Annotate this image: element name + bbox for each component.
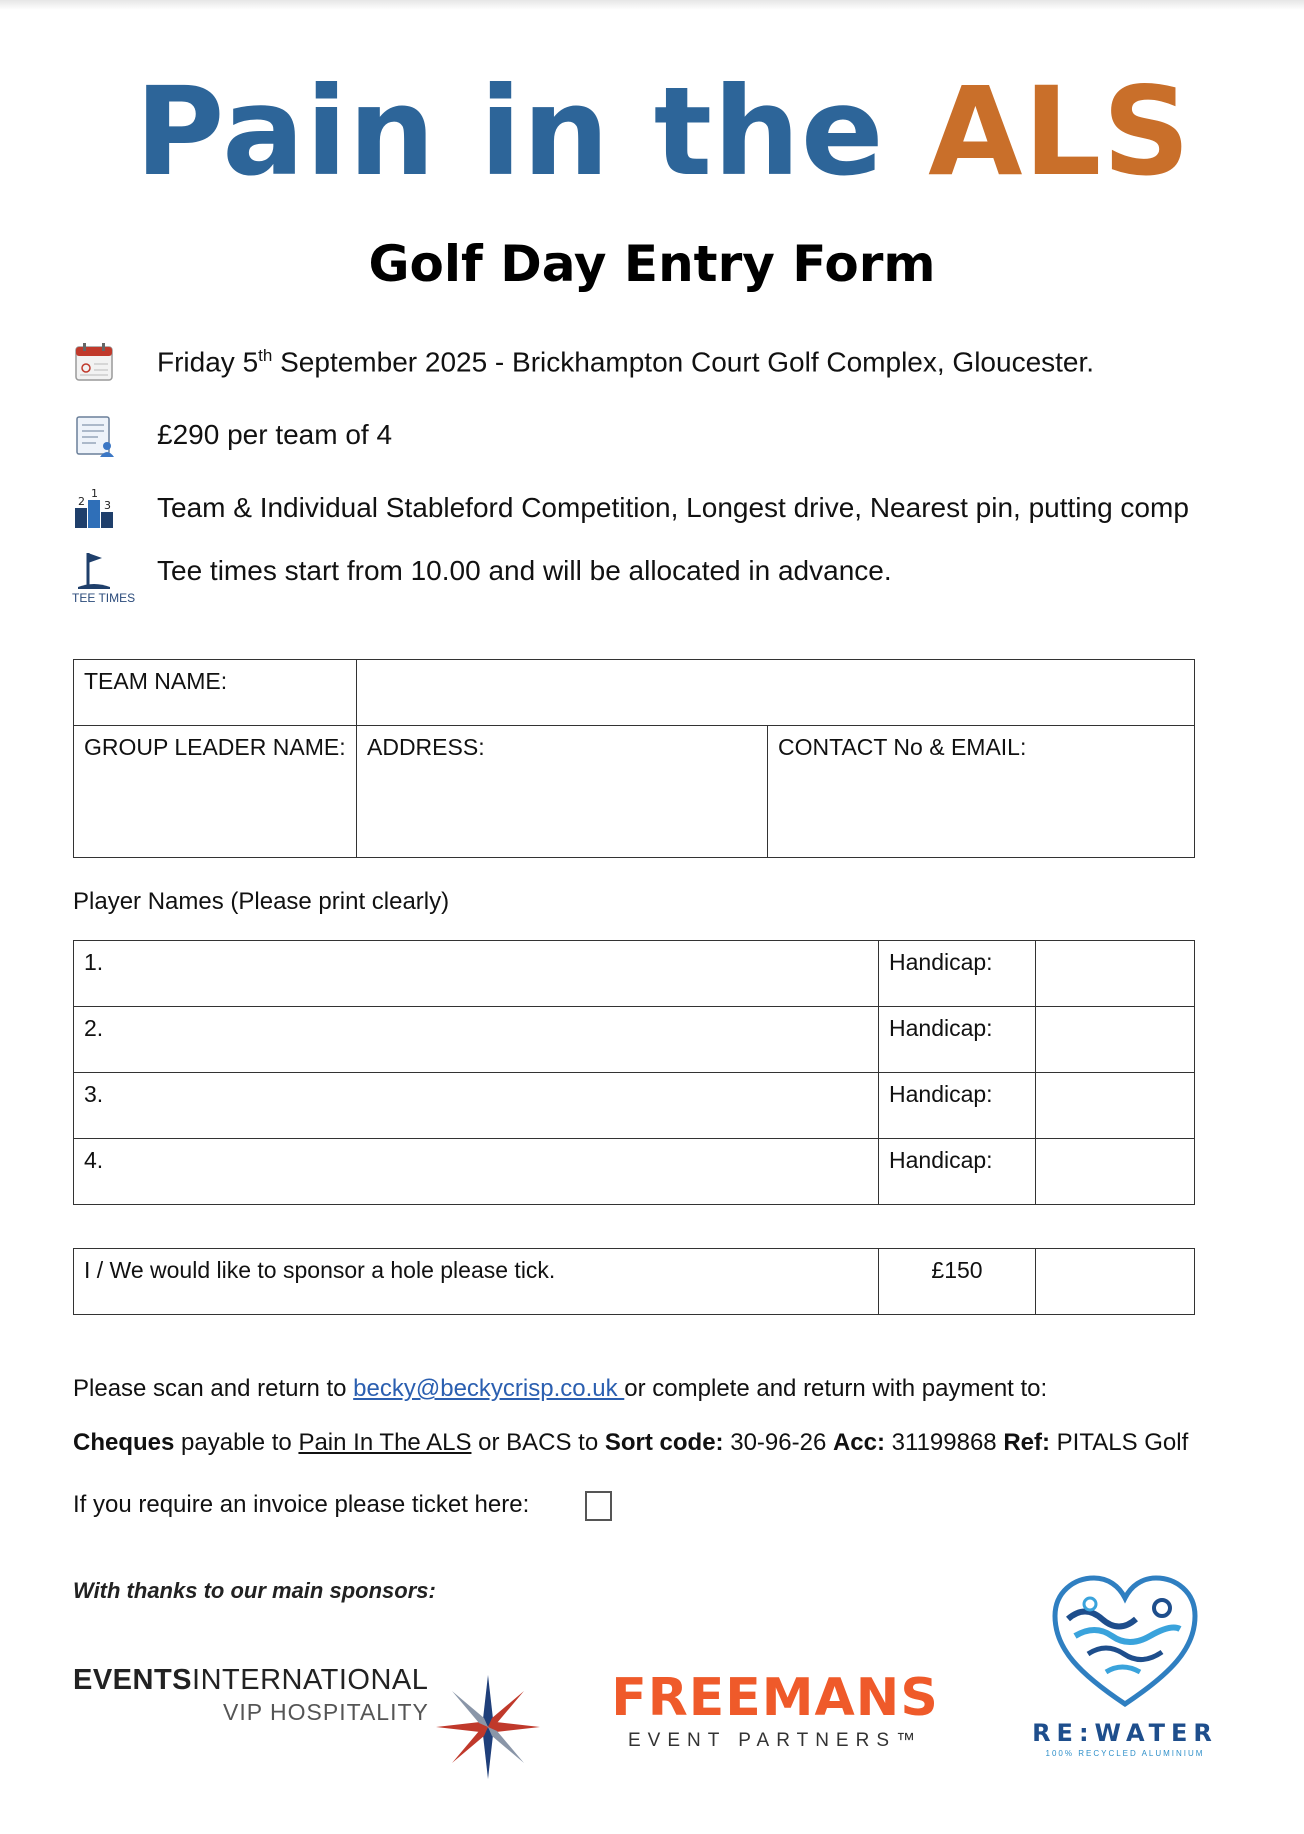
info-tee-text: Tee times start from 10.00 and will be allocated in advance. <box>157 555 892 586</box>
form-subtitle: Golf Day Entry Form <box>368 235 936 293</box>
players-table <box>73 940 1195 1205</box>
invoice-checkbox[interactable] <box>585 1491 612 1521</box>
rewater-logo: RE:WATER 100% RECYCLED ALUMINIUM <box>1010 1574 1240 1758</box>
player-name-field[interactable]: 2. <box>74 1007 879 1073</box>
players-label: Player Names (Please print clearly) <box>73 888 450 915</box>
freemans-logo: FREEMANS EVENT PARTNERS™ <box>611 1668 939 1751</box>
compass-star-icon <box>433 1672 543 1782</box>
sponsor-hole-price: £150 <box>879 1249 1036 1315</box>
tee-times-label: TEE TIMES <box>72 591 136 605</box>
group-leader-label: GROUP LEADER NAME: <box>84 734 346 760</box>
return-instructions: Please scan and return to becky@beckycrisp.co.uk or complete and return with payment to: <box>73 1375 1048 1402</box>
golf-flag-icon <box>72 549 116 593</box>
team-details-table <box>73 659 1195 858</box>
handicap-label: Handicap: <box>879 941 1036 1007</box>
address-field[interactable] <box>357 726 768 858</box>
handicap-field[interactable] <box>1036 941 1195 1007</box>
title-part-1: Pain in the <box>135 61 929 203</box>
handicap-field[interactable] <box>1036 1073 1195 1139</box>
sponsor-hole-tick-box[interactable] <box>1036 1249 1195 1315</box>
sponsor-hole-text: I / We would like to sponsor a hole please tick. <box>74 1249 879 1315</box>
calendar-icon <box>72 340 116 384</box>
group-leader-field[interactable] <box>74 726 357 858</box>
player-name-field[interactable]: 3. <box>74 1073 879 1139</box>
team-name-field[interactable] <box>357 660 1195 726</box>
table-row <box>74 1007 1195 1073</box>
event-title <box>135 62 1235 202</box>
handicap-label: Handicap: <box>879 1007 1036 1073</box>
table-row <box>74 1073 1195 1139</box>
player-name-field[interactable]: 1. <box>74 941 879 1007</box>
info-date-text: Friday 5th September 2025 - Brickhampton Court Golf Complex, Gloucester. <box>157 346 1095 378</box>
info-price-text: £290 per team of 4 <box>157 419 393 450</box>
svg-text:2: 2 <box>78 495 85 508</box>
price-list-icon <box>72 413 116 457</box>
info-competition-text: Team & Individual Stableford Competition, Longest drive, Nearest pin, putting comp <box>157 492 1189 523</box>
table-row <box>74 1139 1195 1205</box>
handicap-label: Handicap: <box>879 1139 1036 1205</box>
svg-text:1: 1 <box>91 487 98 500</box>
heart-waves-icon <box>1050 1574 1200 1710</box>
table-row <box>74 941 1195 1007</box>
handicap-field[interactable] <box>1036 1007 1195 1073</box>
top-shadow <box>0 0 1304 10</box>
podium-icon <box>72 486 116 530</box>
contact-field[interactable] <box>768 726 1195 858</box>
email-link[interactable]: becky@beckycrisp.co.uk <box>353 1375 625 1402</box>
payment-details: Cheques payable to Pain In The ALS or BACS to Sort code: 30-96-26 Acc: 31199868 Ref: PITALS Golf <box>73 1429 1189 1456</box>
handicap-field[interactable] <box>1036 1139 1195 1205</box>
sponsor-hole-table <box>73 1248 1195 1315</box>
events-international-logo: EVENTSINTERNATIONAL VIP HOSPITALITY <box>73 1664 429 1725</box>
invoice-request-text: If you require an invoice please ticket here: <box>73 1491 530 1518</box>
handicap-label: Handicap: <box>879 1073 1036 1139</box>
sponsors-heading: With thanks to our main sponsors: <box>73 1578 436 1603</box>
contact-label: CONTACT No & EMAIL: <box>778 734 1027 760</box>
player-name-field[interactable]: 4. <box>74 1139 879 1205</box>
title-part-2: ALS <box>928 61 1192 203</box>
svg-text:3: 3 <box>104 499 111 512</box>
address-label: ADDRESS: <box>367 734 485 760</box>
team-name-label: TEAM NAME: <box>74 660 357 726</box>
